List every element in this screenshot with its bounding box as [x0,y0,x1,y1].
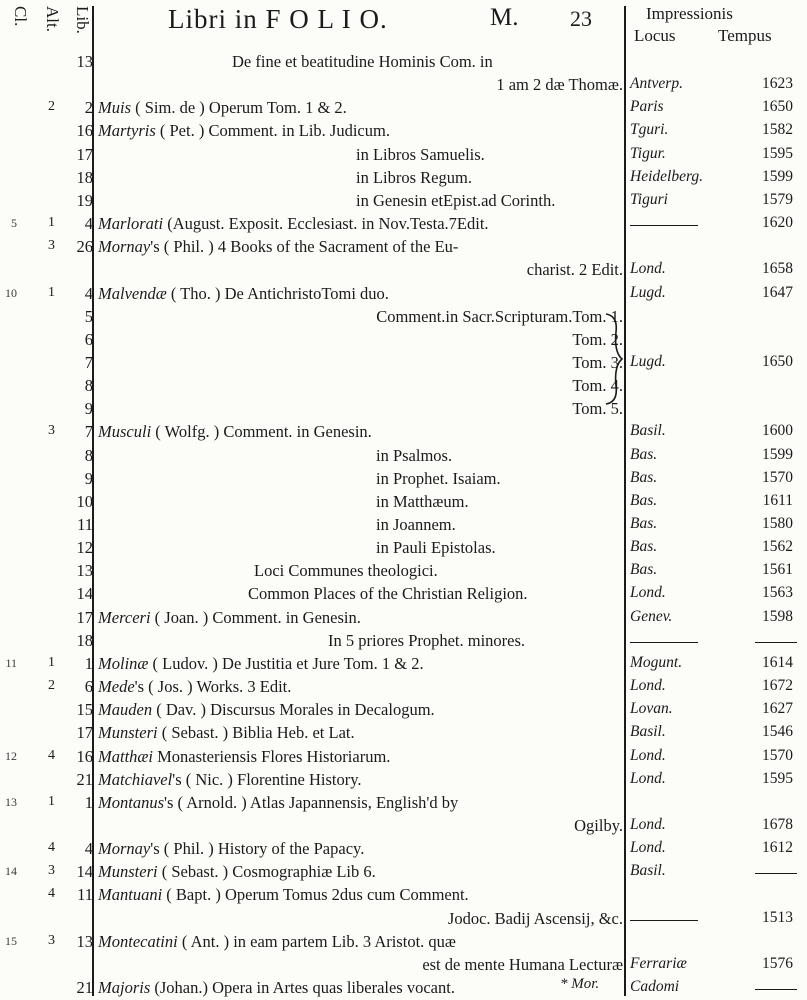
impression-locus: Paris [630,98,664,116]
tempus-dash [755,642,797,643]
liber-number: 17 [76,144,93,164]
entry-text: (Johan.) Opera in Artes quas liberales vocant. [150,978,455,997]
header-cl: Cl. [11,6,30,27]
impression-tempus: 1561 [762,561,793,579]
catalog-row [0,515,807,537]
entry-text: in Joannem. [376,515,456,534]
catalog-row [0,747,807,769]
entry-description [356,145,485,165]
entry-text: 's ( Phil. ) History of the Papacy. [150,839,365,859]
altitudo-number: 3 [48,238,55,254]
liber-number: 4 [84,839,93,859]
impression-tempus: 1599 [762,167,793,185]
liber-number: 13 [76,52,93,71]
liber-number: 2 [84,98,93,118]
entry-description [98,793,458,813]
entry-text: ( Sebast. ) Cosmographiæ Lib 6. [157,862,376,882]
impression-tempus: 1579 [762,190,793,208]
altitudo-number: 4 [48,886,55,902]
entry-text: in Genesin etEpist.ad Corinth. [356,190,556,210]
catalog-row [0,816,807,838]
entry-text: 's ( Nic. ) Florentine History. [172,769,362,789]
impression-locus: Bas. [630,515,658,532]
altitudo-number: 1 [48,284,55,300]
entry-description [98,237,458,257]
entry-text: in Pauli Epistolas. [376,538,496,558]
impression-tempus: 1563 [762,584,793,602]
catalog-row [0,446,807,468]
entry-text: in Prophet. Isaiam. [376,468,501,488]
tempus-dash [755,989,797,990]
entry-description [98,121,390,141]
entry-text: Tom. 5. [572,399,623,419]
impression-locus: Basil. [630,862,666,880]
liber-number: 13 [76,561,93,581]
catalog-row [0,700,807,722]
catalog-row [0,955,807,977]
impression-locus: Heidelberg. [630,167,704,185]
catalog-row [0,214,807,236]
entry-description [98,885,469,905]
classis-number: 10 [5,285,17,300]
impression-locus: Lovan. [630,700,673,718]
liber-number: 15 [76,700,93,720]
catalog-row [0,909,807,931]
entry-text: in Matthæum. [376,491,469,511]
entry-description [527,260,623,280]
entry-author: Munsteri [98,862,158,882]
catalog-row [0,770,807,792]
entry-description [98,700,435,720]
entry-text: 's ( Jos. ) Works. 3 Edit. [134,677,292,697]
classis-number: 13 [5,794,17,809]
entry-description [98,608,361,628]
entry-description [98,747,390,767]
catalog-row [0,561,807,583]
classis-number: 5 [11,216,17,231]
impression-tempus: 1599 [762,445,793,463]
liber-number: 11 [77,515,93,534]
entry-text: charist. 2 Edit. [526,260,623,280]
impression-tempus: 1598 [762,607,793,625]
impression-locus: Tiguri [630,190,668,208]
section-letter: M. [490,4,519,31]
catalog-row [0,862,807,884]
altitudo-number: 2 [48,99,55,115]
header-locus: Locus [634,26,676,45]
entry-description [98,862,376,882]
entry-text: ( Ant. ) in eam partem Lib. 3 Aristot. quæ [177,931,456,951]
entry-author: Muis [98,98,131,118]
right-brace-icon [602,312,626,406]
liber-number: 1 [84,792,93,812]
catalog-row [0,584,807,606]
page-title: Libri in F O L I O. [168,4,388,34]
entry-author: Musculi [98,422,152,442]
entry-text: Jodoc. Badij Ascensij, &c. [447,908,623,928]
entry-description [496,75,623,95]
entry-author: Molinæ [98,653,149,673]
impression-tempus: 1582 [762,121,793,139]
entry-description [98,978,455,998]
impression-locus: Lugd. [630,283,666,301]
entry-description [98,98,347,118]
entry-text: ( Dav. ) Discursus Morales in Decalogum. [152,700,435,720]
altitudo-number: 1 [48,654,55,670]
locus-dash [630,225,698,226]
header-lib: Lib. [73,6,92,34]
liber-number: 4 [84,283,93,303]
entry-text: in Libros Regum. [356,167,472,187]
altitudo-number: 3 [48,423,55,439]
catalog-row [0,237,807,259]
impression-tempus: 1658 [762,260,793,278]
entry-author: Munsteri [98,723,158,743]
impression-tempus: 1614 [762,653,793,671]
liber-number: 26 [76,237,93,257]
impression-locus: Tigur. [630,144,666,162]
entry-description [98,422,372,442]
entry-text: (August. Exposit. Ecclesiast. in Nov.Testa.7Edit. [163,214,489,234]
entry-description [376,446,452,466]
liber-number: 14 [76,584,93,604]
impression-locus: Bas. [630,538,658,556]
impression-tempus: 1576 [762,954,793,972]
entry-text: ( Pet. ) Comment. in Lib. Judicum. [155,121,390,141]
impression-tempus: 1623 [762,75,793,93]
liber-number: 8 [84,445,93,465]
liber-number: 1 [84,653,93,673]
liber-number: 14 [76,862,93,882]
entry-text: Tom. 2. [572,329,623,349]
catalog-row [0,839,807,861]
liber-number: 4 [84,214,93,234]
entry-author: Marlorati [98,214,164,234]
impression-tempus: 1650 [762,98,793,116]
altitudo-number: 4 [48,747,55,763]
impression-tempus: 1627 [762,700,793,718]
catchword: * Mor. [560,976,600,992]
catalog-row [0,75,807,97]
entry-description [248,584,528,604]
entry-description [356,191,555,211]
catalog-row [0,469,807,491]
catalog-row [0,723,807,745]
impression-locus: Lond. [630,746,666,764]
impression-tempus: 1570 [762,468,793,486]
header-alt: Alt. [43,6,62,32]
impression-tempus: 1620 [762,214,793,232]
impression-tempus: 1650 [762,352,793,370]
liber-number: 9 [84,399,93,419]
impression-tempus: 1678 [762,815,793,833]
catalog-row [0,654,807,676]
entry-text: In 5 priores Prophet. minores. [328,630,526,650]
locus-dash [630,642,698,643]
catalog-row [0,538,807,560]
tempus-dash [755,873,797,874]
catalog-row [0,492,807,514]
entry-description [356,168,472,188]
liber-number: 18 [76,630,93,650]
impression-locus: Mogunt. [630,653,683,671]
entry-author: Malvendæ [98,283,167,303]
catalog-row [0,422,807,444]
impression-locus: Lond. [630,815,666,833]
entry-text: ( Ludov. ) De Justitia et Jure Tom. 1 & 2. [148,653,424,673]
catalog-row [0,376,807,398]
entry-description [98,839,364,859]
liber-number: 9 [84,468,93,488]
impression-tempus: 1611 [762,491,793,509]
catalog-row [0,121,807,143]
catalog-row [0,191,807,213]
entry-description [98,214,489,234]
classis-number: 11 [5,655,17,670]
liber-number: 17 [76,723,93,743]
entry-author: Merceri [98,607,151,627]
entry-text: Monasteriensis Flores Historiarum. [153,746,391,766]
impression-locus: Cadomi [630,978,680,995]
entry-text: Common Places of the Christian Religion. [248,584,528,604]
entry-author: Mantuani [98,885,163,905]
impression-tempus: 1562 [762,538,793,556]
liber-number: 5 [84,306,93,326]
altitudo-number: 3 [48,863,55,879]
catalog-row [0,608,807,630]
impression-tempus: 1647 [762,283,793,301]
classis-number: 12 [5,748,17,763]
header-tempus: Tempus [718,26,772,45]
entry-text: De fine et beatitudine Hominis Com. in [232,52,493,71]
impression-locus: Tguri. [630,121,669,139]
catalog-row [0,793,807,815]
liber-number: 6 [84,329,93,349]
liber-number: 8 [84,376,93,396]
entry-description [254,561,438,581]
impression-tempus: 1580 [762,515,793,532]
entry-author: Montecatini [98,931,178,951]
catalog-row [0,330,807,352]
header-impressionis: Impressionis [646,4,733,23]
entry-text: ( Sebast. ) Biblia Heb. et Lat. [157,723,355,743]
catalog-row [0,932,807,954]
impression-locus: Genev. [630,607,673,625]
impression-tempus: 1612 [762,839,793,857]
impression-tempus: 1570 [762,746,793,764]
catalog-row [0,885,807,907]
catalog-row [0,631,807,653]
entry-text: ( Joan. ) Comment. in Genesin. [150,607,361,627]
entry-description [98,284,389,304]
liber-number: 16 [76,746,93,766]
impression-tempus: 1600 [762,422,793,440]
impression-tempus: 1672 [762,677,793,695]
impression-tempus: 1546 [762,723,793,741]
entry-text: ( Wolfg. ) Comment. in Genesin. [151,422,372,442]
catalog-row [0,307,807,329]
entry-description [98,932,456,952]
catalog-row [0,353,807,375]
altitudo-number: 1 [48,215,55,231]
altitudo-number: 3 [48,932,55,948]
entry-description [422,955,623,975]
entry-text: Ogilby. [574,815,623,835]
entry-author: Majoris [98,978,151,997]
liber-number: 6 [84,677,93,697]
entry-text: in Libros Samuelis. [356,144,485,164]
altitudo-number: 2 [48,678,55,694]
entry-text: est de mente Humana Lecturæ [422,954,623,974]
liber-number: 12 [76,538,93,558]
liber-number: 19 [76,190,93,210]
entry-author: Matchiavel [98,769,173,789]
liber-number: 21 [76,978,93,997]
altitudo-number: 1 [48,793,55,809]
entry-description [98,770,362,790]
catalog-row [0,399,807,421]
impression-tempus: 1595 [762,769,793,787]
classis-number: 15 [5,933,17,948]
entry-text: ( Tho. ) De AntichristoTomi duo. [166,283,389,303]
impression-locus: Bas. [630,445,658,463]
impression-tempus: 1595 [762,144,793,162]
entry-description [98,677,291,697]
impression-locus: Antverp. [630,75,683,93]
catalog-row [0,284,807,306]
entry-description [328,631,525,651]
impression-tempus: 1513 [762,908,793,926]
entry-author: Mauden [98,700,153,720]
entry-description [376,307,623,327]
entry-text: 's ( Phil. ) 4 Books of the Sacrament of the Eu- [150,237,459,257]
impression-locus: Lond. [630,677,666,695]
entry-text: ( Bapt. ) Operum Tomus 2dus cum Comment. [162,885,469,905]
altitudo-number: 4 [48,840,55,856]
catalog-row [0,168,807,190]
liber-number: 10 [76,491,93,511]
impression-locus: Bas. [630,561,658,579]
entry-description [232,52,493,72]
entry-description [98,723,355,743]
impression-locus: Lond. [630,839,666,857]
entry-text: 1 am 2 dæ Thomæ. [496,75,623,95]
entry-text: 's ( Arnold. ) Atlas Japannensis, English'd by [164,792,459,812]
liber-number: 13 [76,931,93,951]
impression-locus: Bas. [630,468,658,486]
entry-author: Martyris [98,121,156,141]
impression-locus: Bas. [630,491,658,509]
catalog-row [0,260,807,282]
liber-number: 16 [76,121,93,141]
entry-text: Comment.in Sacr.Scripturam.Tom. 1. [376,306,623,326]
impression-locus: Lond. [630,769,666,787]
entry-description [376,515,456,535]
liber-number: 7 [84,422,93,442]
entry-author: Mede [98,677,135,697]
entry-author: Matthæi [98,746,154,766]
liber-number: 21 [76,769,93,789]
catalog-row [0,145,807,167]
entry-text: Tom. 3. [572,352,623,372]
liber-number: 11 [77,885,93,905]
entry-text: ( Sim. de ) Operum Tom. 1 & 2. [131,98,347,118]
entry-text: in Psalmos. [376,445,453,465]
entry-author: Mornay [98,839,151,859]
classis-number: 14 [5,864,17,879]
locus-dash [630,920,698,921]
entry-text: Loci Communes theologici. [254,561,438,581]
impression-locus: Basil. [630,422,666,440]
impression-locus: Lugd. [630,352,666,370]
catalog-row [0,677,807,699]
impression-locus: Lond. [630,584,666,602]
entry-description [376,538,496,558]
impression-locus: Lond. [630,260,666,278]
entry-author: Montanus [98,792,164,812]
page-number: 23 [570,6,592,31]
entry-author: Mornay [98,237,151,257]
impression-locus: Basil. [630,723,666,741]
entry-description [376,492,469,512]
entry-description [574,816,623,836]
catalog-row [0,98,807,120]
impression-locus: Ferrariæ [630,954,687,972]
entry-text: Tom. 4. [572,376,623,396]
entry-description [448,909,623,929]
entry-description [98,654,424,674]
liber-number: 17 [76,607,93,627]
liber-number: 7 [84,352,93,372]
entry-description [376,469,501,489]
catalog-row [0,52,807,74]
liber-number: 18 [76,167,93,187]
catalog-row [0,978,807,1000]
